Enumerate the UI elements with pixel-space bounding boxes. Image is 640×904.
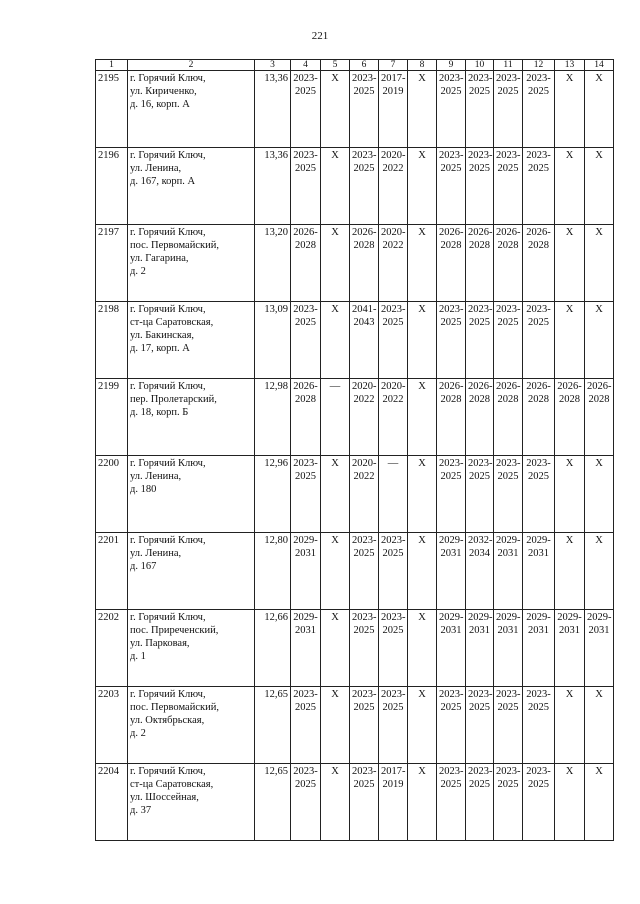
table-cell: 12,80 — [255, 533, 291, 610]
header-cell: 11 — [494, 60, 523, 71]
table-cell: 2023- 2025 — [291, 302, 321, 379]
header-cell: 5 — [321, 60, 350, 71]
table-cell: 2023- 2025 — [437, 302, 466, 379]
row-number-cell: 2198 — [96, 302, 128, 379]
table-cell: Х — [321, 302, 350, 379]
table-cell: Х — [321, 71, 350, 148]
table-cell: 2020- 2022 — [379, 225, 408, 302]
header-cell: 9 — [437, 60, 466, 71]
table-cell: Х — [408, 71, 437, 148]
address-cell: г. Горячий Ключ, ул. Кириченко, д. 16, корп. А — [128, 71, 255, 148]
table-cell: 2029- 2031 — [291, 610, 321, 687]
table-cell: 2026- 2028 — [466, 379, 494, 456]
table-cell: 2023- 2025 — [379, 687, 408, 764]
page-number: 221 — [311, 30, 329, 42]
table-cell: 2023- 2025 — [494, 456, 523, 533]
table-cell: 2023- 2025 — [523, 456, 555, 533]
table-cell: 2023- 2025 — [523, 148, 555, 225]
table-cell: 2026- 2028 — [555, 379, 585, 456]
table-row — [96, 764, 614, 841]
table-cell: 2023- 2025 — [523, 687, 555, 764]
table-cell: 2026- 2028 — [350, 225, 379, 302]
table-cell: Х — [585, 764, 614, 841]
table-cell: 2023- 2025 — [437, 456, 466, 533]
table-cell: 2023- 2025 — [494, 764, 523, 841]
table-cell: 2023- 2025 — [350, 610, 379, 687]
table-cell: 13,36 — [255, 148, 291, 225]
table-cell: Х — [408, 610, 437, 687]
table-cell: 2023- 2025 — [379, 610, 408, 687]
table-cell: 2023- 2025 — [523, 71, 555, 148]
row-number-cell: 2200 — [96, 456, 128, 533]
table-cell: 2023- 2025 — [437, 764, 466, 841]
table-cell: 2029- 2031 — [555, 610, 585, 687]
table-cell: Х — [321, 225, 350, 302]
table-cell: Х — [321, 148, 350, 225]
table-cell: Х — [408, 687, 437, 764]
table-cell: 2029- 2031 — [523, 610, 555, 687]
header-cell: 14 — [585, 60, 614, 71]
table-cell: 2023- 2025 — [350, 533, 379, 610]
table-cell: Х — [408, 225, 437, 302]
address-cell: г. Горячий Ключ, ул. Ленина, д. 180 — [128, 456, 255, 533]
table-cell: 12,65 — [255, 764, 291, 841]
table-cell: Х — [408, 764, 437, 841]
table-cell: 2023- 2025 — [494, 687, 523, 764]
table-cell: 2023- 2025 — [437, 71, 466, 148]
row-number-cell: 2202 — [96, 610, 128, 687]
address-cell: г. Горячий Ключ, пер. Пролетарский, д. 18, корп. Б — [128, 379, 255, 456]
table-cell: 2023- 2025 — [350, 71, 379, 148]
header-cell: 2 — [128, 60, 255, 71]
table-cell: 2032- 2034 — [466, 533, 494, 610]
table-cell: Х — [321, 456, 350, 533]
header-cell: 3 — [255, 60, 291, 71]
table-cell: 2023- 2025 — [466, 687, 494, 764]
address-cell: г. Горячий Ключ, ул. Ленина, д. 167, корп. А — [128, 148, 255, 225]
table-cell: Х — [585, 302, 614, 379]
address-cell: г. Горячий Ключ, ул. Ленина, д. 167 — [128, 533, 255, 610]
row-number-cell: 2195 — [96, 71, 128, 148]
table-cell: 12,98 — [255, 379, 291, 456]
row-number-cell: 2201 — [96, 533, 128, 610]
table-cell: 12,66 — [255, 610, 291, 687]
table-cell: 2020- 2022 — [379, 148, 408, 225]
table-cell: 2020- 2022 — [379, 379, 408, 456]
table-cell: 2023- 2025 — [291, 687, 321, 764]
table-row — [96, 148, 614, 225]
table-cell: 2026- 2028 — [437, 379, 466, 456]
table-cell: 2029- 2031 — [437, 533, 466, 610]
header-cell: 8 — [408, 60, 437, 71]
table-cell: Х — [585, 225, 614, 302]
table-cell: 2020- 2022 — [350, 379, 379, 456]
table-cell: Х — [585, 456, 614, 533]
table-cell: 2023- 2025 — [437, 687, 466, 764]
table-cell: 13,20 — [255, 225, 291, 302]
row-number-cell: 2196 — [96, 148, 128, 225]
table-cell: — — [321, 379, 350, 456]
table-cell: Х — [555, 302, 585, 379]
table-cell: 2029- 2031 — [494, 610, 523, 687]
table-row — [96, 225, 614, 302]
table-cell: 2026- 2028 — [291, 225, 321, 302]
header-cell: 10 — [466, 60, 494, 71]
table-row — [96, 302, 614, 379]
table-cell: 2023- 2025 — [350, 687, 379, 764]
table-cell: 12,65 — [255, 687, 291, 764]
table-cell: 2023- 2025 — [291, 71, 321, 148]
address-cell: г. Горячий Ключ, ст-ца Саратовская, ул. Шоссейная, д. 37 — [128, 764, 255, 841]
table-cell: Х — [321, 533, 350, 610]
table-cell: 2023- 2025 — [291, 764, 321, 841]
table-cell: Х — [321, 610, 350, 687]
table-cell: Х — [555, 456, 585, 533]
table-cell: 2023- 2025 — [466, 302, 494, 379]
table-cell: Х — [585, 71, 614, 148]
address-cell: г. Горячий Ключ, ст-ца Саратовская, ул. Бакинская, д. 17, корп. А — [128, 302, 255, 379]
header-cell: 7 — [379, 60, 408, 71]
table-cell: Х — [321, 687, 350, 764]
table-row — [96, 456, 614, 533]
table-cell: 2023- 2025 — [437, 148, 466, 225]
table-cell: 2026- 2028 — [523, 225, 555, 302]
table-cell: Х — [321, 764, 350, 841]
header-row — [96, 60, 614, 71]
row-number-cell: 2199 — [96, 379, 128, 456]
table-cell: Х — [408, 456, 437, 533]
housing-schedule-table — [95, 59, 614, 841]
table-cell: 2023- 2025 — [379, 302, 408, 379]
address-cell: г. Горячий Ключ, пос. Приреченский, ул. Парковая, д. 1 — [128, 610, 255, 687]
table-cell: 2023- 2025 — [291, 456, 321, 533]
table-cell: 2023- 2025 — [466, 456, 494, 533]
table-cell: 2026- 2028 — [585, 379, 614, 456]
table-cell: 2041- 2043 — [350, 302, 379, 379]
table-cell: Х — [408, 302, 437, 379]
table-cell: 2017- 2019 — [379, 71, 408, 148]
row-number-cell: 2197 — [96, 225, 128, 302]
table-row — [96, 379, 614, 456]
table-cell: 2023- 2025 — [523, 302, 555, 379]
table-cell: 2017- 2019 — [379, 764, 408, 841]
table-cell: Х — [555, 225, 585, 302]
table-cell: 13,36 — [255, 71, 291, 148]
table-cell: 2026- 2028 — [494, 225, 523, 302]
table-cell: 2026- 2028 — [494, 379, 523, 456]
table-cell: 2026- 2028 — [437, 225, 466, 302]
table-cell: 2023- 2025 — [466, 148, 494, 225]
header-cell: 13 — [555, 60, 585, 71]
table-cell: 2029- 2031 — [437, 610, 466, 687]
address-cell: г. Горячий Ключ, пос. Первомайский, ул. Октябрьская, д. 2 — [128, 687, 255, 764]
table-cell: Х — [585, 687, 614, 764]
table-cell: 12,96 — [255, 456, 291, 533]
table-cell: 2023- 2025 — [523, 764, 555, 841]
table-cell: Х — [408, 148, 437, 225]
row-number-cell: 2204 — [96, 764, 128, 841]
table-cell: 2029- 2031 — [585, 610, 614, 687]
table-cell: 2023- 2025 — [350, 148, 379, 225]
table-cell: 2029- 2031 — [466, 610, 494, 687]
table-cell: Х — [585, 533, 614, 610]
table-cell: 2026- 2028 — [523, 379, 555, 456]
table-cell: 2023- 2025 — [494, 302, 523, 379]
table-cell: Х — [555, 148, 585, 225]
table-cell: 2026- 2028 — [466, 225, 494, 302]
table-row — [96, 610, 614, 687]
table-cell: 2020- 2022 — [350, 456, 379, 533]
table-cell: 2023- 2025 — [494, 148, 523, 225]
table-row — [96, 687, 614, 764]
table-cell: Х — [555, 764, 585, 841]
header-cell: 4 — [291, 60, 321, 71]
address-cell: г. Горячий Ключ, пос. Первомайский, ул. Гагарина, д. 2 — [128, 225, 255, 302]
table-cell: 2023- 2025 — [494, 71, 523, 148]
table-cell: 2029- 2031 — [494, 533, 523, 610]
table-cell: 2023- 2025 — [379, 533, 408, 610]
table-cell: 2023- 2025 — [291, 148, 321, 225]
row-number-cell: 2203 — [96, 687, 128, 764]
table-cell: 2023- 2025 — [350, 764, 379, 841]
table-cell: Х — [555, 71, 585, 148]
table-cell: 2023- 2025 — [466, 764, 494, 841]
table-cell: Х — [555, 687, 585, 764]
table-cell: 2023- 2025 — [466, 71, 494, 148]
table-cell: 13,09 — [255, 302, 291, 379]
header-cell: 1 — [96, 60, 128, 71]
table-row — [96, 71, 614, 148]
header-cell: 6 — [350, 60, 379, 71]
table-cell: 2029- 2031 — [291, 533, 321, 610]
table-cell: Х — [555, 533, 585, 610]
table-row — [96, 533, 614, 610]
table-cell: 2029- 2031 — [523, 533, 555, 610]
table-cell: Х — [585, 148, 614, 225]
table-cell: — — [379, 456, 408, 533]
header-cell: 12 — [523, 60, 555, 71]
table-cell: 2026- 2028 — [291, 379, 321, 456]
table-cell: Х — [408, 533, 437, 610]
table-cell: Х — [408, 379, 437, 456]
